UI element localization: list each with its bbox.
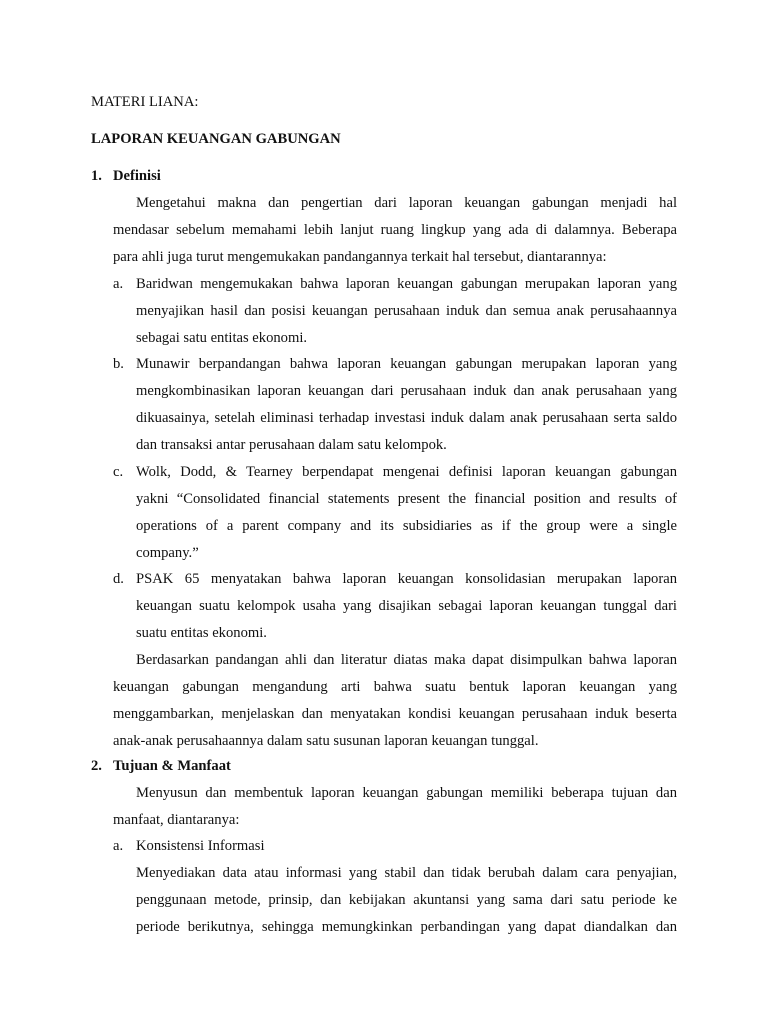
list-item-line: company.” bbox=[136, 545, 199, 561]
list-item-line: keuangan suatu kelompok usaha yang disajikan sebagai laporan keuangan tunggal dari bbox=[136, 598, 677, 614]
list-item-line: dikuasainya, setelah eliminasi terhadap investasi induk dalam anak perusahaan serta saldo bbox=[136, 410, 677, 426]
paragraph-line: Menyusun dan membentuk laporan keuangan gabungan memiliki beberapa tujuan dan bbox=[136, 785, 677, 801]
section-number: 2. bbox=[91, 758, 102, 774]
list-item-line: menyajikan hasil dan posisi keuangan perusahaan induk dan semua anak perusahaannya bbox=[136, 303, 677, 319]
section-number: 1. bbox=[91, 168, 102, 184]
list-marker: c. bbox=[113, 464, 124, 480]
paragraph-line: para ahli juga turut mengemukakan pandangannya terkait hal tersebut, diantarannya: bbox=[113, 249, 607, 265]
paragraph-line: Mengetahui makna dan pengertian dari laporan keuangan gabungan menjadi hal bbox=[136, 195, 677, 211]
list-item-line: periode berikutnya, sehingga memungkinkan perbandingan yang dapat diandalkan dan bbox=[136, 919, 677, 935]
list-item-line: yakni “Consolidated financial statements present the financial position and results of bbox=[136, 491, 677, 507]
list-item-line: operations of a parent company and its subsidiaries as if the group were a single bbox=[136, 518, 677, 534]
list-item-line: Wolk, Dodd, & Tearney berpendapat mengenai definisi laporan keuangan gabungan bbox=[136, 464, 677, 480]
paragraph-line: keuangan gabungan mengandung arti bahwa suatu bentuk laporan keuangan yang bbox=[113, 679, 677, 695]
paragraph-line: manfaat, diantaranya: bbox=[113, 812, 240, 828]
list-item-line: penggunaan metode, prinsip, dan kebijakan akuntansi yang sama dari satu periode ke bbox=[136, 892, 677, 908]
list-item-line: sebagai satu entitas ekonomi. bbox=[136, 330, 308, 346]
list-item-line: Munawir berpandangan bahwa laporan keuangan gabungan merupakan laporan yang bbox=[136, 356, 677, 372]
list-item-line: Menyediakan data atau informasi yang stabil dan tidak berubah dalam cara penyajian, bbox=[136, 865, 677, 881]
list-marker: d. bbox=[113, 571, 124, 587]
list-marker: b. bbox=[113, 356, 124, 372]
paragraph-line: mendasar sebelum memahami lebih lanjut ruang lingkup yang ada di dalamnya. Beberapa bbox=[113, 222, 677, 238]
section-heading: Tujuan & Manfaat bbox=[113, 758, 231, 774]
list-item-line: suatu entitas ekonomi. bbox=[136, 625, 267, 641]
paragraph-line: menggambarkan, menjelaskan dan menyatakan kondisi keuangan perusahaan induk beserta bbox=[113, 706, 677, 722]
list-item-line: Baridwan mengemukakan bahwa laporan keuangan gabungan merupakan laporan yang bbox=[136, 276, 677, 292]
list-marker: a. bbox=[113, 838, 124, 854]
paragraph-line: Berdasarkan pandangan ahli dan literatur diatas maka dapat disimpulkan bahwa laporan bbox=[136, 652, 677, 668]
paragraph-line: anak-anak perusahaannya dalam satu susunan laporan keuangan tunggal. bbox=[113, 733, 539, 749]
list-item-title: Konsistensi Informasi bbox=[136, 838, 265, 854]
page-header: MATERI LIANA: bbox=[91, 94, 199, 110]
list-item-line: mengkombinasikan laporan keuangan dari perusahaan induk dan anak perusahaan yang bbox=[136, 383, 677, 399]
list-item-line: dan transaksi antar perusahaan dalam satu kelompok. bbox=[136, 437, 447, 453]
document-title: LAPORAN KEUANGAN GABUNGAN bbox=[91, 131, 341, 147]
section-heading: Definisi bbox=[113, 168, 161, 184]
list-marker: a. bbox=[113, 276, 124, 292]
list-item-line: PSAK 65 menyatakan bahwa laporan keuangan konsolidasian merupakan laporan bbox=[136, 571, 677, 587]
